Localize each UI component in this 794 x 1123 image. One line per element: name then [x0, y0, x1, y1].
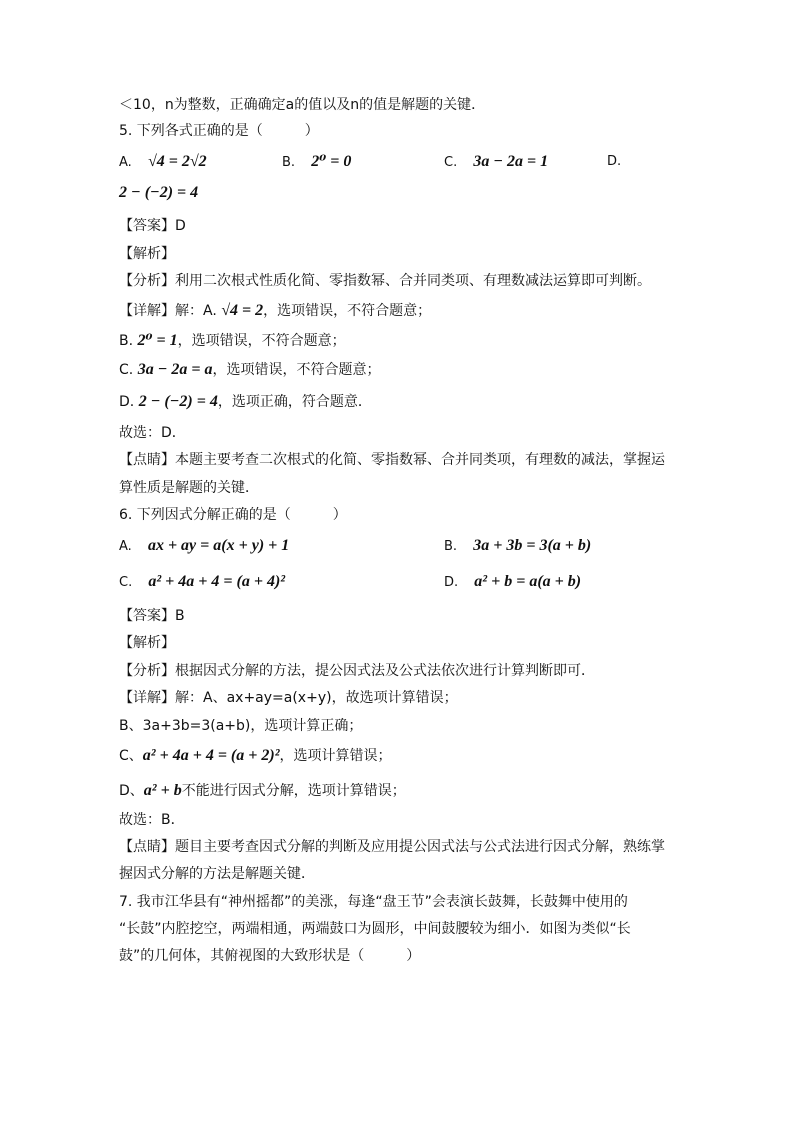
detail-line-b	[119, 332, 346, 350]
math-formula: a² + b	[143, 782, 182, 799]
math-formula: 2 − (−2) = 4	[119, 184, 199, 201]
q5-option-a	[119, 153, 207, 172]
analysis-text: 【分析】利用二次根式性质化简、零指数幂、合并同类项、有理数减法运算即可判断。	[119, 273, 651, 289]
math-formula: 3a − 2a = 1	[473, 153, 549, 170]
choice-line: 故选：B．	[119, 812, 185, 828]
q5-option-c	[444, 153, 548, 172]
analysis-text: 【分析】根据因式分解的方法，提公因式法及公式法依次进行计算判断即可．	[119, 663, 595, 679]
text: C.	[119, 362, 138, 378]
comment-line-2: 算性质是解题的关键．	[119, 480, 259, 496]
text: 【详解】解：A.	[119, 303, 222, 319]
q5-option-d-formula	[119, 184, 198, 203]
math-formula: ax + ay = a(x + y) + 1	[147, 537, 290, 554]
math-formula: a² + 4a + 4 = (a + 4)²	[148, 573, 286, 590]
detail-line-d	[119, 393, 372, 411]
answer-label: 【答案】B	[119, 608, 185, 624]
detail-line-c	[119, 361, 381, 379]
question-7-line-3: 鼓”的几何体，其俯视图的大致形状是（ ）	[119, 948, 421, 964]
question-7-line-1: 7. 我市江华县有“神州摇都”的美涨，每逢“盘王节”会表演长鼓舞，长鼓舞中使用的	[119, 894, 628, 910]
text: ，选项错误，不符合题意；	[263, 303, 432, 319]
text: D、	[119, 783, 144, 799]
q6-option-d	[444, 573, 581, 592]
math-formula: 2⁰ = 0	[311, 153, 352, 170]
math-formula: a² + b = a(a + b)	[474, 573, 582, 590]
text: ，选项错误，不符合题意；	[177, 333, 346, 349]
detail-line-c	[119, 747, 392, 765]
comment-line-1: 【点睛】题目主要考查因式分解的判断及应用提公因式法与公式法进行因式分解，熟练掌	[119, 839, 665, 855]
text: ，选项计算错误；	[279, 748, 392, 764]
q6-option-b	[444, 537, 591, 556]
text-line: ＜10，n为整数，正确确定a的值以及n的值是解题的关键．	[119, 97, 486, 113]
detail-line-d	[119, 782, 406, 800]
math-formula: √4 = 2	[221, 302, 264, 319]
math-formula: 2 − (−2) = 4	[138, 393, 218, 410]
option-label: D.	[607, 154, 622, 169]
detail-line-a: 【详解】解：A、ax+ay=a(x+y)，故选项计算错误；	[119, 690, 458, 706]
math-formula: √4 = 2√2	[147, 153, 207, 170]
math-formula: 3a + 3b = 3(a + b)	[473, 537, 592, 554]
option-label: A.	[119, 155, 132, 170]
analysis-heading: 【解析】	[119, 246, 175, 262]
detail-line-b: B、3a+3b=3(a+b)，选项计算正确；	[119, 718, 363, 734]
q6-option-c	[119, 573, 285, 592]
comment-line-2: 握因式分解的方法是解题关键．	[119, 866, 315, 882]
q5-option-d	[607, 153, 621, 171]
choice-line: 故选：D．	[119, 425, 186, 441]
option-label: B.	[282, 155, 296, 170]
answer-label: 【答案】D	[119, 218, 186, 234]
q5-option-b	[282, 153, 351, 172]
question-7-line-2: “长鼓”内腔挖空，两端相通，两端鼓口为圆形，中间鼓腰较为细小．如图为类似“长	[119, 921, 631, 937]
math-formula: 3a − 2a = a	[137, 361, 213, 378]
option-label: D.	[444, 575, 459, 590]
option-label: C.	[119, 575, 133, 590]
q6-option-a	[119, 537, 289, 556]
text: B.	[119, 333, 138, 349]
math-formula: a² + 4a + 4 = (a + 2)²	[142, 747, 280, 764]
question-5-stem: 5. 下列各式正确的是（ ）	[119, 123, 319, 139]
math-formula: 2⁰ = 1	[137, 332, 178, 349]
question-6-stem: 6. 下列因式分解正确的是（ ）	[119, 507, 347, 523]
text: ，选项正确，符合题意．	[217, 394, 372, 410]
comment-line-1: 【点睛】本题主要考查二次根式的化简、零指数幂、合并同类项，有理数的减法，掌握运	[119, 452, 665, 468]
option-label: A.	[119, 539, 132, 554]
text: D.	[119, 394, 139, 410]
option-label: B.	[444, 539, 458, 554]
detail-line-a	[119, 302, 431, 320]
text: ，选项错误，不符合题意；	[212, 362, 381, 378]
text: C、	[119, 748, 143, 764]
text: 不能进行因式分解，选项计算错误；	[181, 783, 406, 799]
analysis-heading: 【解析】	[119, 635, 175, 651]
option-label: C.	[444, 155, 458, 170]
